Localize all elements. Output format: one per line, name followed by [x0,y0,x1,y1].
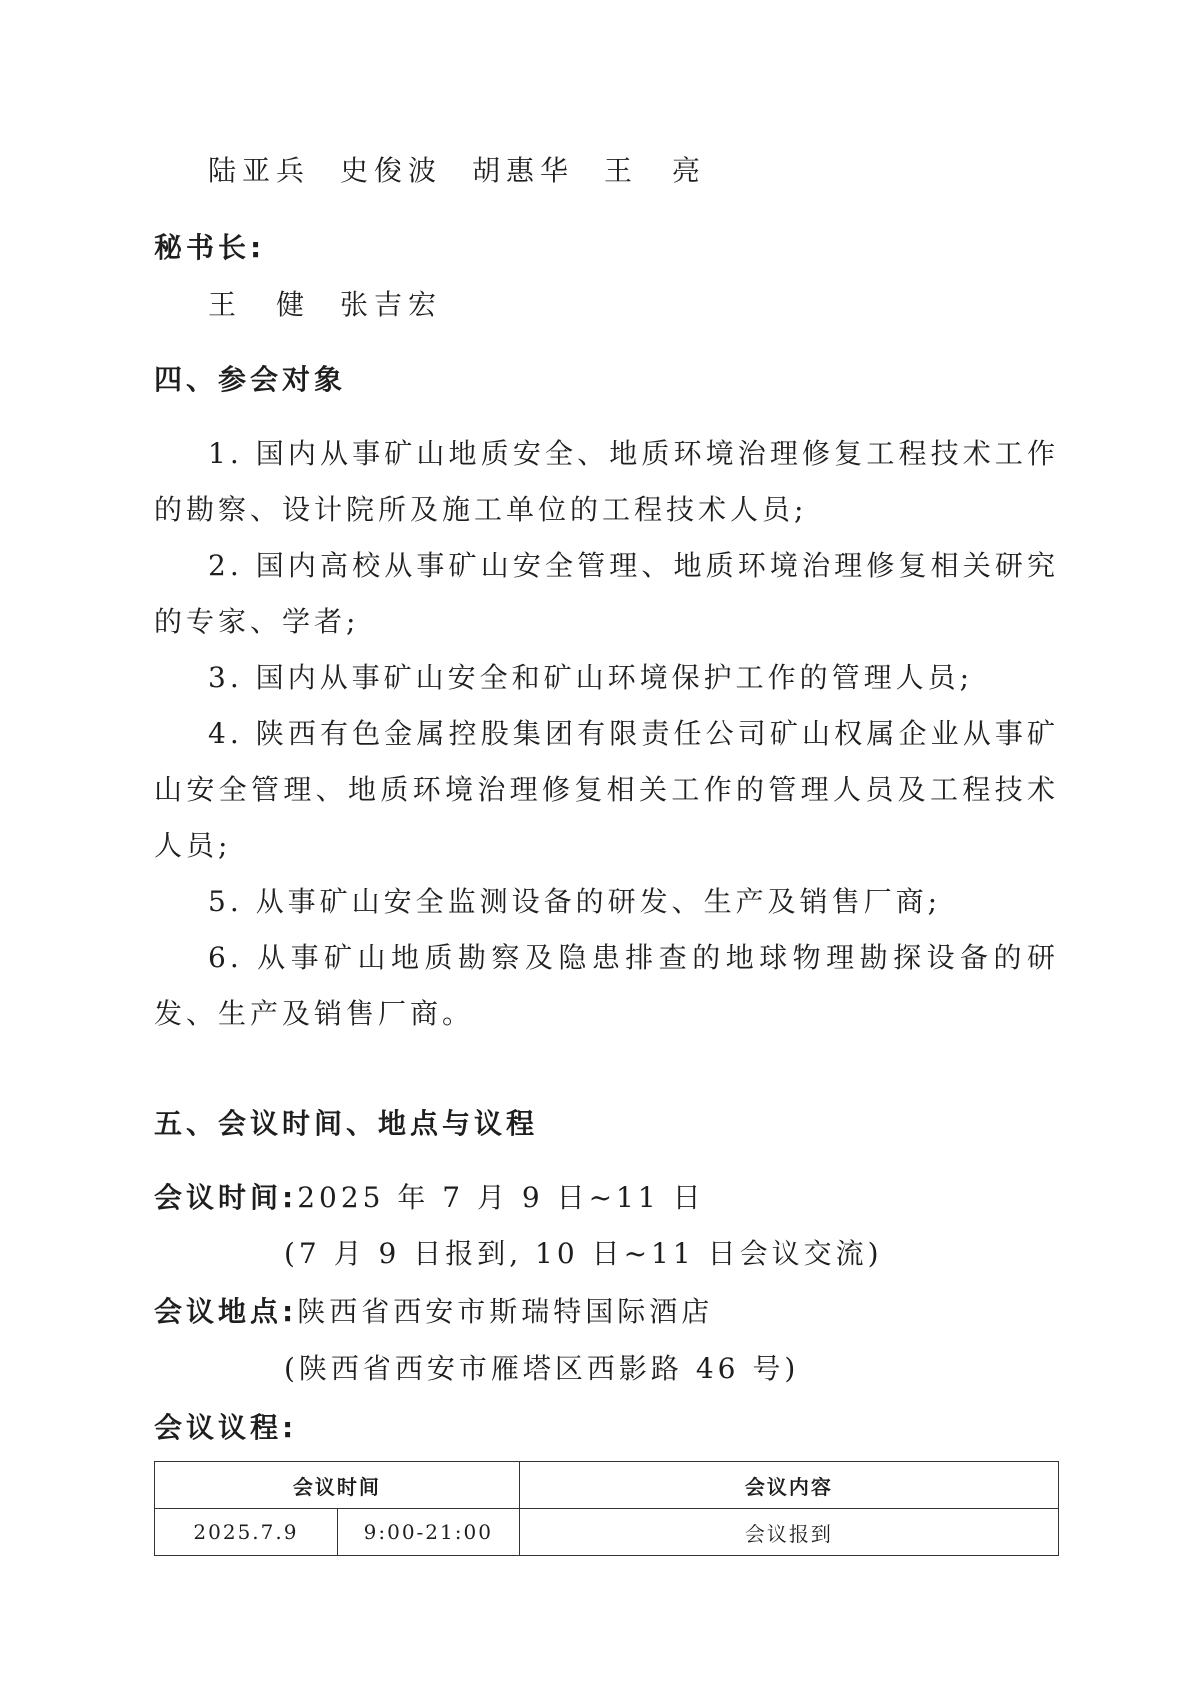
person-name: 史俊波 [340,154,443,187]
header-meeting-time: 会议时间 [155,1462,520,1509]
agenda-content: 会议报到 [519,1509,1058,1556]
person-name: 王 健 [208,288,311,321]
meeting-place-label: 会议地点: [154,1295,298,1328]
attendee-item-4: 4. 陕西有色金属控股集团有限责任公司矿山权属企业从事矿山安全管理、地质环境治理修复相关工作的管理人员及工程技术人员; [154,717,1059,862]
person-name: 胡惠华 [472,154,575,187]
table-row [155,1509,1059,1556]
meeting-time-note: (7 月 9 日报到, 10 日~11 日会议交流) [284,1237,883,1270]
person-name: 张吉宏 [340,288,443,321]
secretary-general-names [208,285,472,325]
attendee-item-3: 3. 国内从事矿山安全和矿山环境保护工作的管理人员; [208,661,974,694]
section-5-heading: 五、会议时间、地点与议程 [154,1107,539,1140]
attendee-item-2: 2. 国内高校从事矿山安全管理、地质环境治理修复相关研究的专家、学者; [154,549,1059,638]
meeting-place-note: (陕西省西安市雁塔区西影路 46 号) [284,1352,800,1385]
header-meeting-content: 会议内容 [519,1462,1058,1509]
section-4-heading: 四、参会对象 [154,363,347,396]
attendee-item-6: 6. 从事矿山地质勘察及隐患排查的地球物理勘探设备的研发、生产及销售厂商。 [154,941,1059,1030]
meeting-place-row [154,1292,713,1332]
table-header-row [155,1462,1059,1509]
attendee-item-5: 5. 从事矿山安全监测设备的研发、生产及销售厂商; [208,885,942,918]
meeting-place-value: 陕西省西安市斯瑞特国际酒店 [297,1295,714,1328]
agenda-table [154,1461,1059,1556]
person-name: 陆亚兵 [208,154,311,187]
agenda-date: 2025.7.9 [155,1509,338,1556]
attendee-item-1: 1. 国内从事矿山地质安全、地质环境治理修复工程技术工作的勘察、设计院所及施工单位的工程技术人员; [154,437,1059,526]
meeting-time-row [154,1178,705,1218]
meeting-time-value: 2025 年 7 月 9 日~11 日 [297,1181,705,1214]
meeting-time-label: 会议时间: [154,1181,298,1214]
vice-names-row [208,151,736,191]
secretary-general-label: 秘书长: [154,231,266,264]
agenda-time: 9:00-21:00 [337,1509,519,1556]
person-name: 王 亮 [604,154,707,187]
agenda-label: 会议议程: [154,1411,298,1444]
